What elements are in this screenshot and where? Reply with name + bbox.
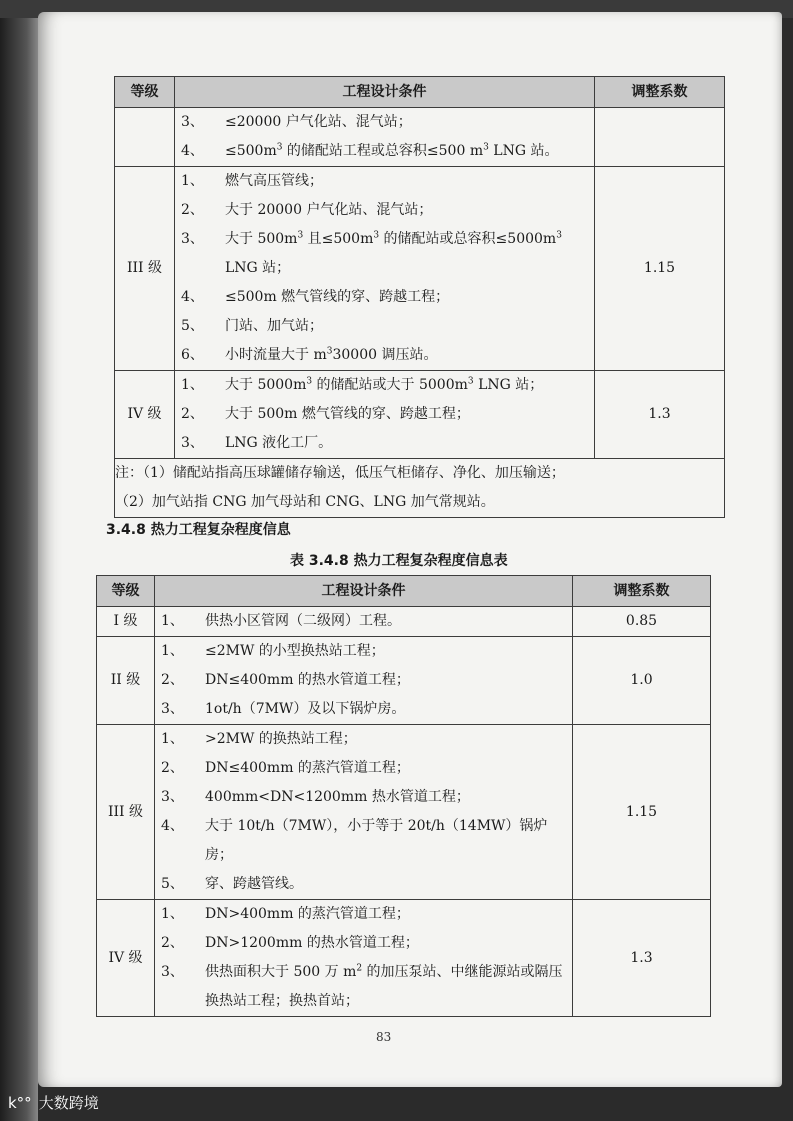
conditions-cell [175, 371, 595, 459]
item-number: 2、 [181, 202, 204, 218]
item-number: 4、 [161, 818, 184, 834]
condition-item [155, 929, 572, 958]
conditions-cell [155, 900, 573, 1017]
gas-complexity-table [114, 76, 725, 518]
condition-item [155, 637, 572, 666]
item-text: 穿、跨越管线。 [205, 876, 303, 892]
coefficient-cell: 1.15 [595, 167, 725, 371]
table-caption: 表 3.4.8 热力工程复杂程度信息表 [290, 553, 508, 569]
condition-item [175, 283, 594, 312]
note-line: （2）加气站指 CNG 加气母站和 CNG、LNG 加气常规站。 [115, 494, 495, 510]
item-number: 4、 [181, 289, 204, 305]
condition-item [155, 870, 572, 899]
item-number: 3、 [161, 701, 184, 717]
item-text: $\le 500m^3$ 的储配站工程或总容积≤500 $m^3$ LNG 站。 [225, 142, 559, 159]
item-text: 供热小区管网（二级网）工程。 [205, 613, 401, 629]
item-text: DN≤400mm 的热水管道工程； [205, 672, 410, 688]
level-cell: I 级 [97, 607, 155, 637]
watermark [8, 1092, 99, 1113]
table-row [115, 167, 725, 371]
coefficient-cell [595, 108, 725, 167]
condition-item [155, 607, 572, 636]
item-text: 400mm<DN<1200mm 热水管道工程； [205, 789, 470, 805]
item-text: >2MW 的换热站工程； [205, 731, 357, 747]
heat-complexity-table [96, 575, 711, 1017]
item-text: DN>1200mm 的热水管道工程； [205, 935, 419, 951]
header-conditions: 工程设计条件 [175, 77, 595, 108]
table-row [97, 637, 711, 725]
item-number: 2、 [161, 672, 184, 688]
level-cell: III 级 [97, 725, 155, 900]
item-number: 2、 [161, 935, 184, 951]
header-level: 等级 [115, 77, 175, 108]
item-text: ≤2MW 的小型换热站工程； [205, 643, 385, 659]
condition-item [155, 783, 572, 812]
item-text: 大于 20000 户气化站、混气站； [225, 202, 433, 218]
item-text: 大于 10t/h（7MW），小于等于 20t/h（14MW）锅炉房； [205, 818, 548, 863]
item-text: 燃气高压管线； [225, 173, 323, 189]
item-number: 2、 [161, 760, 184, 776]
table-row [97, 725, 711, 900]
item-text: DN>400mm 的蒸汽管道工程； [205, 906, 410, 922]
conditions-cell [155, 637, 573, 725]
watermark-text: 大数跨境 [38, 1094, 99, 1112]
condition-item [155, 754, 572, 783]
item-number: 3、 [181, 435, 204, 451]
item-text: DN≤400mm 的蒸汽管道工程； [205, 760, 410, 776]
section-title: 3.4.8 热力工程复杂程度信息 [106, 522, 291, 538]
level-cell: IV 级 [115, 371, 175, 459]
coefficient-cell: 1.3 [595, 371, 725, 459]
condition-item [175, 371, 594, 400]
item-number: 1、 [161, 613, 184, 629]
condition-item [175, 225, 594, 283]
item-number: 6、 [181, 347, 204, 363]
page-number: 83 [376, 1030, 392, 1044]
item-number: 1、 [161, 731, 184, 747]
table-note-row [115, 459, 725, 518]
header-conditions: 工程设计条件 [155, 576, 573, 607]
item-text: LNG 液化工厂。 [225, 435, 333, 451]
header-level: 等级 [97, 576, 155, 607]
item-text: 门站、加气站； [225, 318, 323, 334]
item-number: 5、 [161, 876, 184, 892]
item-number: 5、 [181, 318, 204, 334]
level-cell: II 级 [97, 637, 155, 725]
condition-item [175, 400, 594, 429]
item-number: 3、 [161, 964, 184, 980]
item-text: 小时流量大于 $m^330000$ 调压站。 [225, 346, 438, 363]
coefficient-cell: 0.85 [573, 607, 711, 637]
table-row [115, 108, 725, 167]
item-text: 大于 $500m^3$ 且$\le 500m^3$ 的储配站或总容积$\le 5000m^3$ LNG 站； [225, 230, 562, 276]
conditions-cell [155, 607, 573, 637]
condition-item [155, 958, 572, 1016]
table-note [115, 459, 725, 518]
watermark-logo: k°° [8, 1094, 32, 1112]
condition-item [155, 812, 572, 870]
note-line: 注：（1）储配站指高压球罐储存输送，低压气柜储存、净化、加压输送； [115, 465, 565, 481]
item-text: 供热面积大于 500 万 $m^2$ 的加压泵站、中继能源站或隔压换热站工程；换热首站； [205, 963, 563, 1009]
condition-item [175, 137, 594, 166]
table-row [115, 371, 725, 459]
coefficient-cell: 1.15 [573, 725, 711, 900]
condition-item [155, 900, 572, 929]
item-number: 1、 [181, 173, 204, 189]
coefficient-cell: 1.3 [573, 900, 711, 1017]
document-page [38, 12, 782, 1087]
condition-item [155, 666, 572, 695]
condition-item [175, 108, 594, 137]
header-coefficient: 调整系数 [573, 576, 711, 607]
level-cell: III 级 [115, 167, 175, 371]
item-number: 3、 [181, 231, 204, 247]
conditions-cell [155, 725, 573, 900]
book-spine-shadow [0, 0, 38, 1121]
table-row [97, 900, 711, 1017]
item-text: 1ot/h（7MW）及以下锅炉房。 [205, 701, 406, 717]
condition-item [175, 167, 594, 196]
item-number: 3、 [181, 114, 204, 130]
condition-item [155, 725, 572, 754]
item-number: 1、 [161, 643, 184, 659]
header-coefficient: 调整系数 [595, 77, 725, 108]
level-cell: IV 级 [97, 900, 155, 1017]
conditions-cell [175, 108, 595, 167]
item-text: ≤20000 户气化站、混气站； [225, 114, 412, 130]
coefficient-cell: 1.0 [573, 637, 711, 725]
item-number: 1、 [181, 377, 204, 393]
table-row [97, 607, 711, 637]
item-number: 4、 [181, 143, 204, 159]
item-text: 大于 500m 燃气管线的穿、跨越工程； [225, 406, 470, 422]
item-number: 3、 [161, 789, 184, 805]
item-number: 2、 [181, 406, 204, 422]
condition-item [175, 341, 594, 370]
level-cell [115, 108, 175, 167]
condition-item [175, 312, 594, 341]
condition-item [175, 429, 594, 458]
item-text: ≤500m 燃气管线的穿、跨越工程； [225, 289, 450, 305]
condition-item [175, 196, 594, 225]
conditions-cell [175, 167, 595, 371]
item-text: 大于 $5000m^3$ 的储配站或大于 $5000m^3$ LNG 站； [225, 376, 544, 393]
condition-item [155, 695, 572, 724]
item-number: 1、 [161, 906, 184, 922]
